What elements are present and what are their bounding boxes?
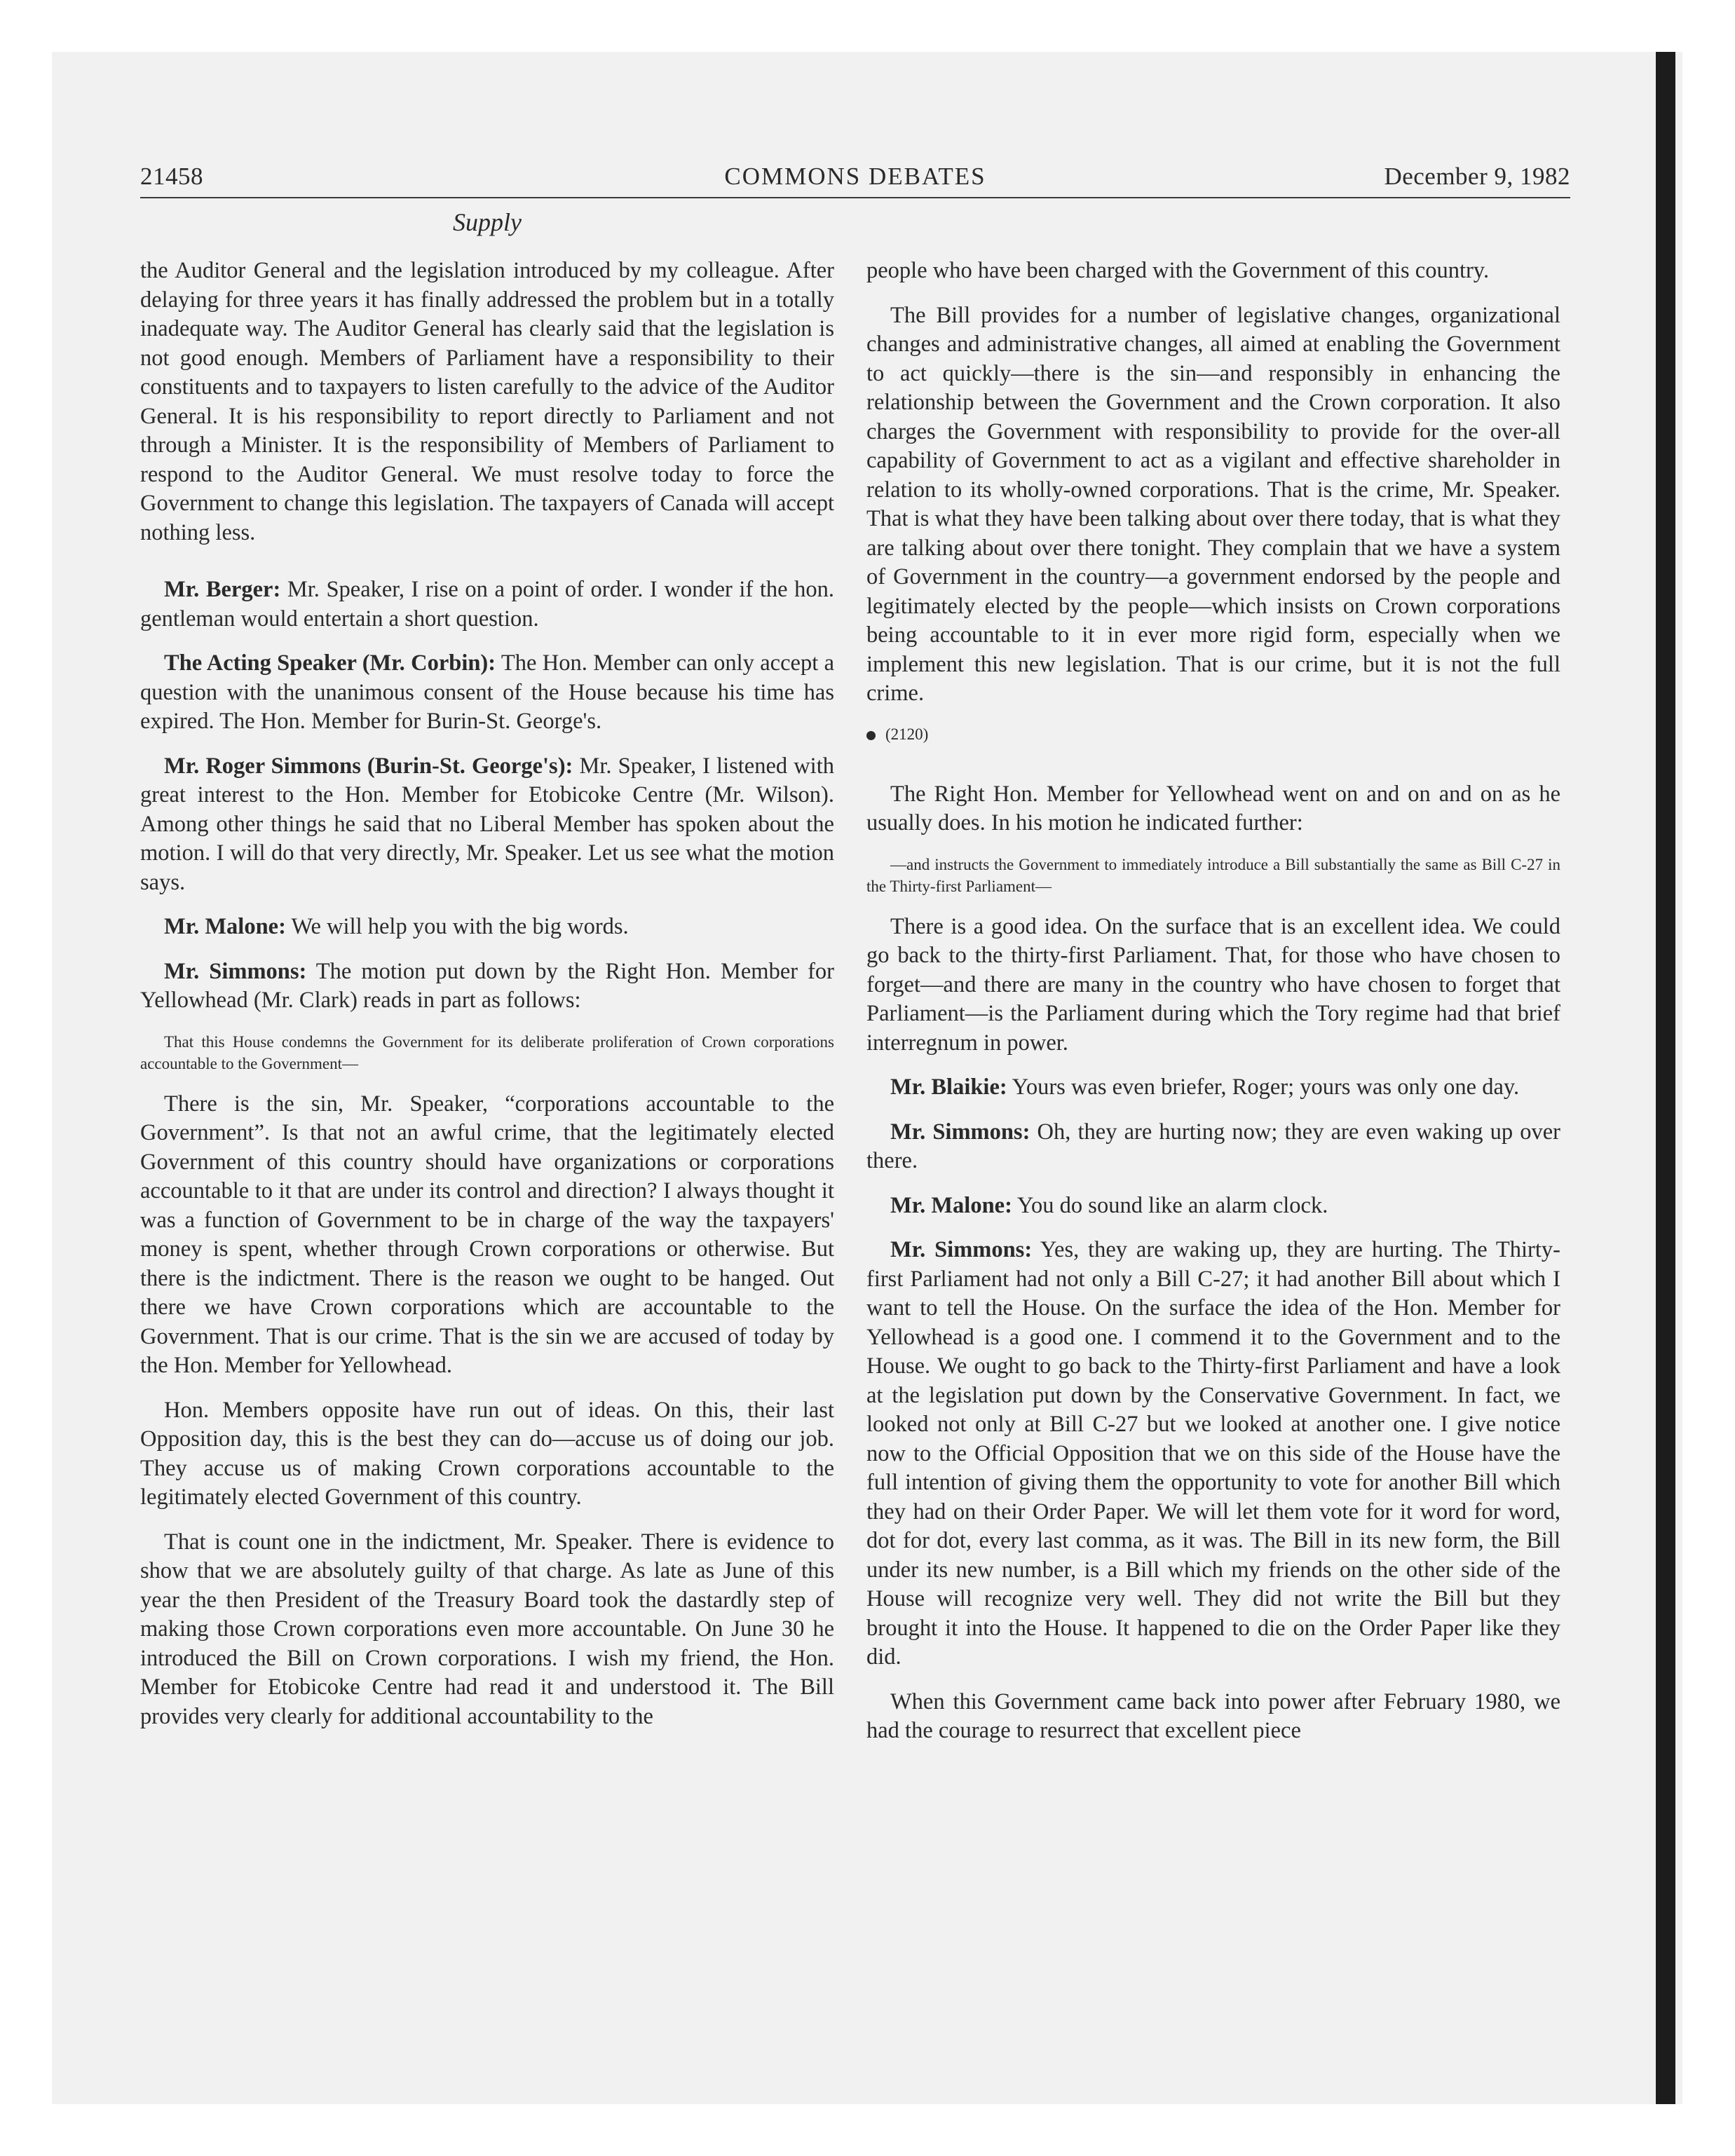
speaker-name: Mr. Simmons: bbox=[164, 958, 307, 984]
paragraph: The Right Hon. Member for Yellowhead went on and on and on as he usually does. In his motion he indicated further: bbox=[866, 781, 1560, 835]
speech-text: Oh, they are hurting now; they are even waking up over there. bbox=[866, 1119, 1560, 1173]
speech bbox=[866, 1192, 1560, 1221]
speech bbox=[140, 575, 834, 634]
left-column bbox=[140, 257, 834, 1747]
time-marker bbox=[866, 724, 1560, 745]
speech-text: We will help you with the big words. bbox=[285, 914, 629, 939]
right-column bbox=[866, 257, 1560, 1761]
paragraph: The Bill provides for a number of legislative changes, organizational changes and administrative changes, all aimed at enabling the Government to act quickly—there is the sin—and responsibly in enhancing the relationship between the Government and the Crown corporation. It also charges the Government with responsibility to provide for the over-all capability of Government to act as a vigilant and effective shareholder in relation to its wholly-owned corporations. That is the crime, Mr. Speaker. That is what they have been talking about over there today, that is what they are talking about over there tonight. They complain that we have a system of Government in the country—a government endorsed by the people and legitimately elected by the people—which insists on Crown corporations being accountable to it in ever more rigid form, especially when we implement this new legislation. That is our crime, but it is not the full crime. bbox=[866, 302, 1560, 706]
speaker-name: Mr. Blaikie: bbox=[890, 1074, 1007, 1100]
page-number: 21458 bbox=[140, 163, 203, 190]
paragraph: There is a good idea. On the surface that is an excellent idea. We could go back to the thirty-first Parliament. That, for those who have chosen to forget—and there are many in the country who have chosen to forget that Parliament—is the Parliament during which the Tory regime had that brief interregnum in power. bbox=[866, 913, 1560, 1056]
speech-text: The Hon. Member can only accept a question with the unanimous consent of the House because his time has expired. The Hon. Member for Burin-St. George's. bbox=[140, 650, 835, 734]
speech-text: Mr. Speaker, I rise on a point of order. I wonder if the hon. gentleman would entertain a short question. bbox=[140, 577, 834, 632]
speaker-name: Mr. Berger: bbox=[164, 577, 281, 602]
paragraph: When this Government came back into power after February 1980, we had the courage to resurrect that excellent piece bbox=[866, 1688, 1560, 1743]
motion-quote: —and instructs the Government to immediately introduce a Bill substantially the same as Bill C-27 in the Thirty-first Parliament— bbox=[866, 855, 1560, 895]
paragraph: the Auditor General and the legislation introduced by my colleague. After delaying for three years it has finally addressed the problem but in a totally inadequate way. The Auditor General has clearly said that the legislation is not good enough. Members of Parliament have a responsibility to their constituents and to taxpayers to listen carefully to the advice of the Auditor General. It is his responsibility to report directly to Parliament and not through a Minister. It is the responsibility of Members of Parliament to respond to the Auditor General. We must resolve today to force the Government to change this legislation. The taxpayers of Canada will accept nothing less. bbox=[140, 258, 834, 545]
page-edge-shadow bbox=[1656, 52, 1675, 2104]
speaker-name: The Acting Speaker (Mr. Corbin): bbox=[164, 650, 496, 676]
motion-quote: That this House condemns the Government for its deliberate proliferation of Crown corporations accountable to the Government— bbox=[140, 1032, 834, 1072]
paragraph: people who have been charged with the Government of this country. bbox=[866, 258, 1490, 283]
paragraph: That is count one in the indictment, Mr. Speaker. There is evidence to show that we are absolutely guilty of that charge. As late as June of this year the then President of the Treasury Board took the dastardly step of making those Crown corporations even more accountable. On June 30 he introduced the Bill on Crown corporations. I wish my friend, the Hon. Member for Etobicoke Centre had read it and understood it. The Bill provides very clearly for additional accountability to the bbox=[140, 1529, 834, 1729]
publication-title: COMMONS DEBATES bbox=[724, 163, 986, 190]
speaker-name: Mr. Roger Simmons (Burin-St. George's): bbox=[164, 753, 573, 779]
bullet-dot-icon bbox=[866, 731, 876, 740]
speaker-name: Mr. Simmons: bbox=[890, 1119, 1030, 1145]
speech-text: Yes, they are waking up, they are hurting. The Thirty-first Parliament had not only a Bill C-27; it had another Bill about which I want to tell the House. On the surface the idea of the Hon. Member for Yellowhead is a good one. I commend it to the Government and to the House. We ought to go back to the Thirty-first Parliament and have a look at the legislation put down by the Conservative Government. In fact, we looked not only at Bill C-27 but we looked at another one. I give notice now to the Official Opposition that we on this side of the House have the full intention of giving them the opportunity to vote for another Bill which they had on their Order Paper. We will let them vote for it word for word, dot for dot, every last comma, as it was. The Bill in its new form, the Bill under its new number, is a Bill which my friends on the other side of the House will recognize very well. They did not write the Bill but they brought it into the House. It happened to die on the Order Paper like they did. bbox=[866, 1237, 1560, 1670]
time-marker-text: (2120) bbox=[885, 725, 929, 743]
paragraph: There is the sin, Mr. Speaker, “corporations accountable to the Government”. Is that not an awful crime, that the legitimately elected Government of this country should have organizations or corporations accountable to it that are under its control and direction? I always thought it was a function of Government to be in charge of the way the taxpayers' money is spent, whether through Crown corporations or otherwise. But there is the indictment. There is the reason we ought to be hanged. Out there we have Crown corporations which are accountable to the Government. That is our crime. That is the sin we are accused of today by the Hon. Member for Yellowhead. bbox=[140, 1091, 834, 1378]
speaker-name: Mr. Malone: bbox=[164, 914, 286, 939]
header-date: December 9, 1982 bbox=[1384, 163, 1570, 190]
header-rule bbox=[140, 197, 1570, 198]
speaker-name: Mr. Malone: bbox=[890, 1192, 1012, 1218]
speech bbox=[866, 1236, 1560, 1672]
speech-text: The motion put down by the Right Hon. Member for Yellowhead (Mr. Clark) reads in part as follows: bbox=[140, 958, 834, 1013]
speaker-name: Mr. Simmons: bbox=[890, 1237, 1033, 1262]
paragraph: Hon. Members opposite have run out of ideas. On this, their last Opposition day, this is the best they can do—accuse us of doing our job. They accuse us of making Crown corporations accountable to the legitimately elected Government of this country. bbox=[140, 1397, 834, 1510]
running-header bbox=[140, 163, 1570, 199]
speech-text: Mr. Speaker, I listened with great interest to the Hon. Member for Etobicoke Centre (Mr. Wilson). Among other things he said that no Liberal Member has spoken about the motion. I will do that very directly, Mr. Speaker. Let us see what the motion says. bbox=[140, 753, 834, 895]
speech bbox=[866, 1073, 1560, 1103]
speech bbox=[866, 1118, 1560, 1176]
speech bbox=[140, 913, 834, 942]
speech bbox=[140, 957, 834, 1016]
speech bbox=[140, 752, 834, 898]
speech-text: Yours was even briefer, Roger; yours was only one day. bbox=[1007, 1074, 1520, 1100]
speech-text: You do sound like an alarm clock. bbox=[1012, 1192, 1328, 1218]
section-title: Supply bbox=[453, 208, 522, 236]
speech bbox=[140, 649, 834, 737]
